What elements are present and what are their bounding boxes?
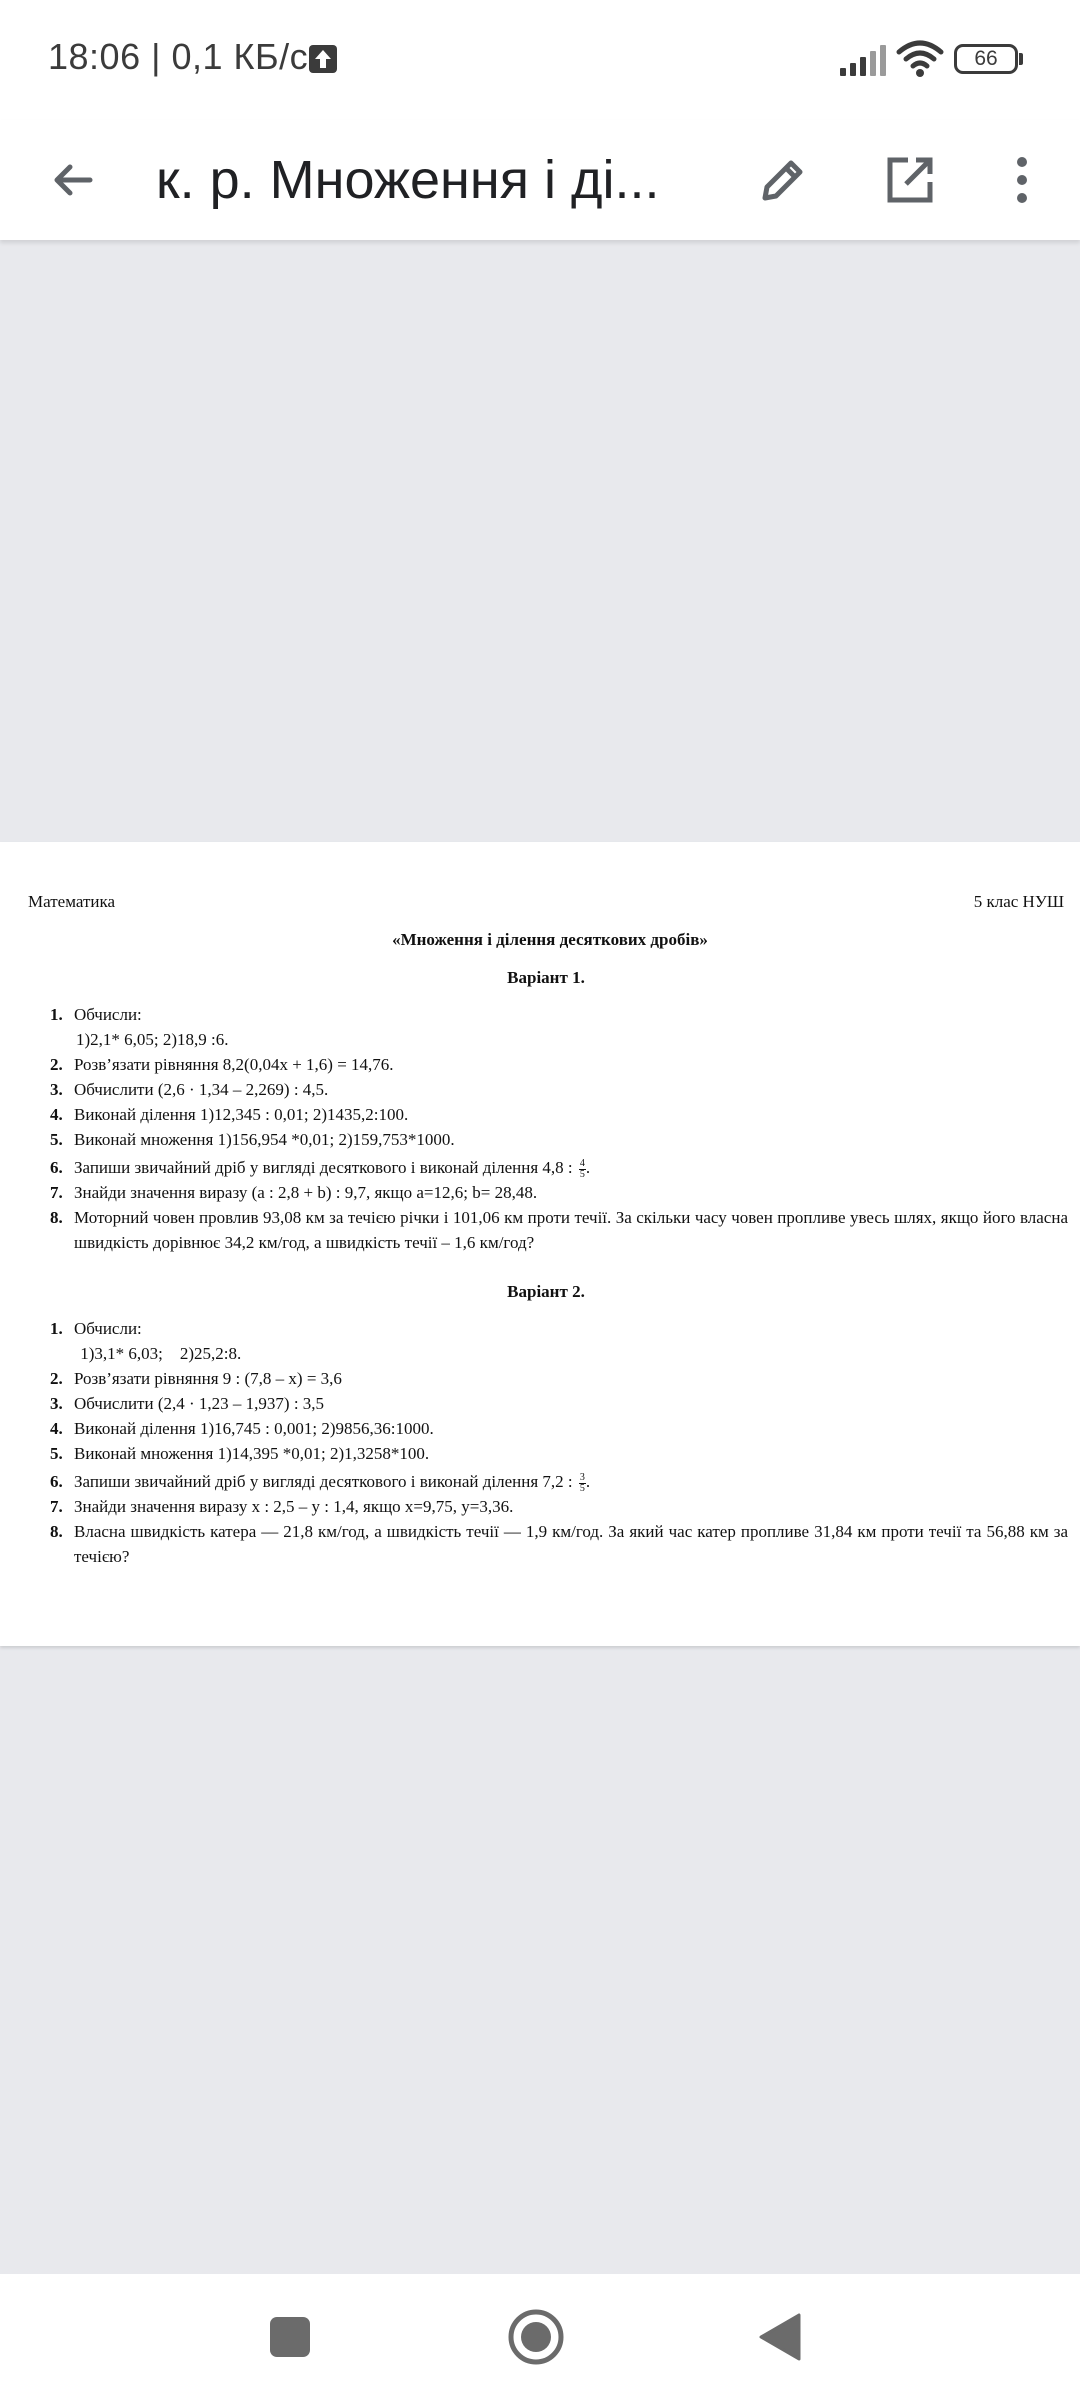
fraction-numerator: 3 bbox=[579, 1471, 585, 1483]
fraction-denominator: 5 bbox=[579, 1168, 585, 1180]
task-text-end: . bbox=[585, 1472, 591, 1491]
square-icon bbox=[268, 2315, 312, 2359]
fraction-denominator: 5 bbox=[579, 1482, 585, 1494]
task-text-end: . bbox=[585, 1158, 591, 1177]
task-item bbox=[48, 1469, 1068, 1494]
task-text: Моторний човен провлив 93,08 км за течією річки і 101,06 км проти течії. За скільки часу човен пропливе увесь шлях, якщо його власна швидкість дорівнює 34,2 км/год, а швидкість течії – 1,6 км/год? bbox=[74, 1208, 1068, 1252]
upload-arrow-icon bbox=[308, 44, 338, 74]
task-item bbox=[48, 1494, 1068, 1519]
recent-apps-button[interactable] bbox=[245, 2292, 335, 2382]
battery-tip bbox=[1019, 53, 1023, 65]
header-subject: Математика bbox=[28, 892, 116, 911]
fraction-numerator: 4 bbox=[579, 1157, 585, 1169]
task-number: 3. bbox=[50, 1394, 63, 1413]
more-vert-icon bbox=[1012, 154, 1032, 206]
app-bar bbox=[0, 120, 1080, 240]
arrow-left-icon bbox=[48, 155, 98, 205]
task-number: 7. bbox=[50, 1183, 63, 1202]
wifi-icon bbox=[896, 40, 944, 78]
home-circle-icon bbox=[506, 2307, 566, 2367]
worksheet-title: «Множення і ділення десяткових дробів» bbox=[392, 930, 708, 949]
status-time-speed: 18:06 | 0,1 КБ/с bbox=[48, 36, 309, 77]
edit-button[interactable] bbox=[743, 140, 823, 220]
fraction bbox=[579, 1159, 586, 1180]
task-text: Обчислити (2,4 · 1,23 – 1,937) : 3,5 bbox=[74, 1394, 325, 1413]
task-number: 3. bbox=[50, 1080, 63, 1099]
task-subitems: 1)2,1* 6,05; 2)18,9 :6. bbox=[76, 1030, 229, 1049]
task-item bbox=[48, 1180, 1068, 1205]
task-text: Обчисли: bbox=[74, 1319, 142, 1338]
status-bar bbox=[0, 0, 1080, 120]
header-grade: 5 клас НУШ bbox=[973, 892, 1064, 911]
task-number: 6. bbox=[50, 1158, 63, 1177]
pencil-icon bbox=[757, 154, 809, 206]
task-item bbox=[48, 1155, 1068, 1180]
task-text: Запиши звичайний дріб у вигляді десяткового і виконай ділення 4,8 : bbox=[74, 1158, 573, 1177]
task-text: Власна швидкість катера — 21,8 км/год, а швидкість течії — 1,9 км/год. За який час катер пропливе 31,84 км проти течії та 56,88 км за течією? bbox=[74, 1522, 1068, 1566]
open-in-new-icon bbox=[884, 154, 936, 206]
task-item bbox=[48, 1052, 1068, 1077]
task-text: Знайди значення виразу x : 2,5 – y : 1,4, якщо x=9,75, y=3,36. bbox=[74, 1497, 514, 1516]
task-text: Виконай множення 1)156,954 *0,01; 2)159,753*1000. bbox=[74, 1130, 455, 1149]
task-number: 1. bbox=[50, 1319, 63, 1338]
task-number: 7. bbox=[50, 1497, 63, 1516]
task-item bbox=[48, 1441, 1068, 1466]
system-nav-bar bbox=[0, 2274, 1080, 2400]
task-number: 8. bbox=[50, 1522, 63, 1541]
task-text: Виконай ділення 1)16,745 : 0,001; 2)9856,36:1000. bbox=[74, 1419, 434, 1438]
task-text: Знайди значення виразу (a : 2,8 + b) : 9,7, якщо a=12,6; b= 28,48. bbox=[74, 1183, 538, 1202]
task-text: Виконай ділення 1)12,345 : 0,01; 2)1435,2:100. bbox=[74, 1105, 409, 1124]
task-text: Обчисли: bbox=[74, 1005, 142, 1024]
task-item bbox=[48, 1002, 1068, 1052]
document-page[interactable] bbox=[0, 842, 1080, 1646]
task-item bbox=[48, 1366, 1068, 1391]
back-button[interactable] bbox=[33, 140, 113, 220]
task-subitems: 1)3,1* 6,03; 2)25,2:8. bbox=[76, 1344, 242, 1363]
open-in-new-button[interactable] bbox=[870, 140, 950, 220]
task-item bbox=[48, 1316, 1068, 1366]
task-item bbox=[48, 1519, 1068, 1569]
task-number: 4. bbox=[50, 1419, 63, 1438]
variant-2-title: Варіант 2. bbox=[507, 1282, 585, 1301]
home-button[interactable] bbox=[491, 2292, 581, 2382]
task-number: 6. bbox=[50, 1472, 63, 1491]
variant-1-title: Варіант 1. bbox=[507, 968, 585, 987]
document-title: к. р. Множення і ді... bbox=[156, 150, 660, 210]
variant-2-task-list bbox=[48, 1316, 1068, 1569]
task-text: Обчислити (2,6 · 1,34 – 2,269) : 4,5. bbox=[74, 1080, 329, 1099]
task-text: Розв’язати рівняння 9 : (7,8 – x) = 3,6 bbox=[74, 1369, 342, 1388]
task-text: Виконай множення 1)14,395 *0,01; 2)1,3258*100. bbox=[74, 1444, 430, 1463]
task-item bbox=[48, 1077, 1068, 1102]
more-options-button[interactable] bbox=[982, 140, 1062, 220]
fraction bbox=[579, 1473, 586, 1494]
task-text: Розв’язати рівняння 8,2(0,04x + 1,6) = 14,76. bbox=[74, 1055, 394, 1074]
battery-indicator: 66 bbox=[954, 44, 1018, 74]
task-number: 8. bbox=[50, 1208, 63, 1227]
task-item bbox=[48, 1416, 1068, 1441]
task-item bbox=[48, 1205, 1068, 1255]
task-number: 4. bbox=[50, 1105, 63, 1124]
task-number: 1. bbox=[50, 1005, 63, 1024]
task-item bbox=[48, 1102, 1068, 1127]
cell-signal-icon bbox=[838, 44, 888, 76]
triangle-back-icon bbox=[757, 2312, 803, 2362]
task-item bbox=[48, 1127, 1068, 1152]
task-number: 5. bbox=[50, 1130, 63, 1149]
task-number: 5. bbox=[50, 1444, 63, 1463]
task-number: 2. bbox=[50, 1369, 63, 1388]
task-number: 2. bbox=[50, 1055, 63, 1074]
task-text: Запиши звичайний дріб у вигляді десяткового і виконай ділення 7,2 : bbox=[74, 1472, 573, 1491]
nav-back-button[interactable] bbox=[735, 2292, 825, 2382]
variant-1-task-list bbox=[48, 1002, 1068, 1255]
task-item bbox=[48, 1391, 1068, 1416]
